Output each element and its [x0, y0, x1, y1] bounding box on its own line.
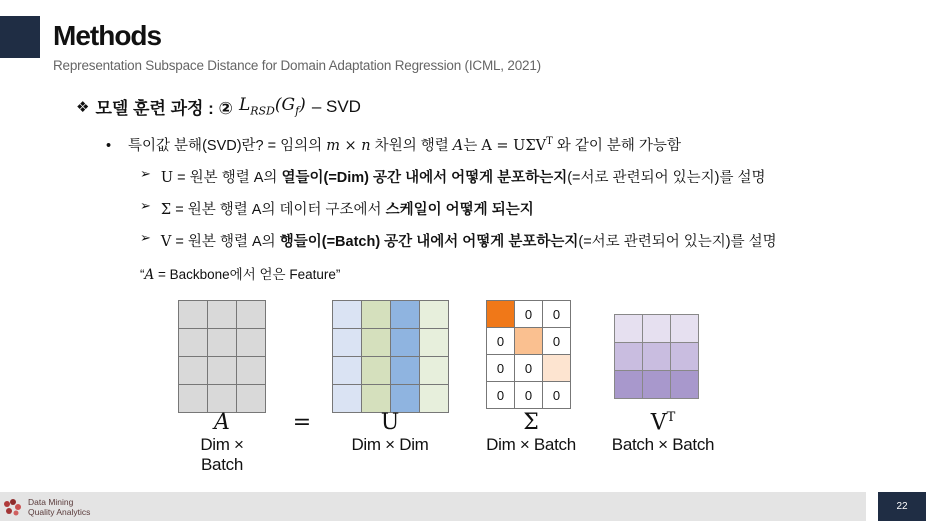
matrix-sigma-cell: 0	[487, 328, 514, 354]
matrix-u-cell	[362, 385, 390, 412]
matrix-vt-grid	[614, 314, 699, 399]
matrix-u-cell	[391, 329, 419, 356]
matrix-a-cell	[237, 385, 265, 412]
arrow-bullet-icon: ➢	[140, 166, 151, 181]
matrix-vt-cell	[671, 343, 698, 370]
arrow-item-u: ➢ U = 원본 행렬 A의 열들이(=Dim) 공간 내에서 어떻게 분포하는지(=서로 관련되어 있는지)를 설명	[140, 166, 766, 186]
matrix-a-cell	[208, 301, 236, 328]
matrix-u-cell	[333, 357, 361, 384]
slide-subtitle: Representation Subspace Distance for Domain Adaptation Regression (ICML, 2021)	[53, 58, 541, 73]
matrix-a-cell	[237, 357, 265, 384]
matrix-a-cell	[208, 357, 236, 384]
slide-title: Methods	[53, 20, 162, 51]
matrix-sigma-cell: 0	[543, 328, 570, 354]
footer-bar	[0, 492, 866, 521]
matrix-u-cell	[362, 301, 390, 328]
matrix-u-cell	[420, 329, 448, 356]
bullet-dot-icon: •	[106, 138, 112, 154]
matrix-u-label: U Dim × Dim	[351, 410, 429, 454]
matrix-u-cell	[333, 301, 361, 328]
matrix-sigma-cell: 0	[515, 355, 542, 381]
matrix-u-cell	[391, 357, 419, 384]
diamond-bullet-icon: ❖	[76, 98, 90, 116]
section-heading	[76, 94, 361, 119]
matrix-u-cell	[391, 385, 419, 412]
arrow-bullet-icon: ➢	[140, 230, 151, 245]
matrix-u-cell	[333, 329, 361, 356]
matrix-vt-cell	[643, 315, 670, 342]
matrix-u-grid	[332, 300, 449, 413]
matrix-a-cell	[208, 329, 236, 356]
matrix-sigma-cell	[543, 355, 570, 381]
matrix-a-cell	[208, 385, 236, 412]
matrix-sigma-cell: 0	[515, 301, 542, 327]
matrix-a-cell	[179, 301, 207, 328]
matrix-a-cell	[179, 357, 207, 384]
matrix-a-cell	[179, 329, 207, 356]
section-formula: $L_{RSD}(G_f)$	[238, 95, 306, 118]
page-number: 22	[878, 492, 926, 521]
corner-accent-block	[0, 16, 40, 58]
matrix-a-cell	[237, 301, 265, 328]
matrix-a-cell	[179, 385, 207, 412]
matrix-a-grid	[178, 300, 266, 413]
matrix-sigma-cell: 0	[543, 301, 570, 327]
equals-sign: =	[292, 410, 312, 435]
matrix-u-cell	[420, 357, 448, 384]
matrix-u-cell	[362, 329, 390, 356]
matrix-u-cell	[420, 385, 448, 412]
matrix-sigma-cell: 0	[543, 382, 570, 408]
section-suffix: – SVD	[311, 96, 361, 116]
svd-definition-bullet: • 특이값 분해(SVD)란? = 임의의 m × n 차원의 행렬 A는 $A = U\Sigma V^T$ 와 같이 분해 가능함	[106, 136, 681, 154]
matrix-sigma-cell: 0	[487, 355, 514, 381]
matrix-u-cell	[362, 357, 390, 384]
matrix-a-cell	[237, 329, 265, 356]
matrix-vt-cell	[615, 371, 642, 398]
matrix-sigma-cell: 0	[515, 382, 542, 408]
section-label: 모델 훈련 과정 : ②	[95, 99, 233, 118]
matrix-u-cell	[420, 301, 448, 328]
matrix-u-cell	[333, 385, 361, 412]
matrix-vt-label: $V^T$ Batch × Batch	[611, 410, 715, 455]
matrix-vt-cell	[643, 343, 670, 370]
arrow-bullet-icon: ➢	[140, 198, 151, 213]
matrix-sigma-cell	[487, 301, 514, 327]
matrix-u-cell	[391, 301, 419, 328]
matrix-vt-cell	[615, 343, 642, 370]
matrix-sigma-label: Σ Dim × Batch	[486, 410, 576, 454]
matrix-vt-cell	[671, 315, 698, 342]
matrix-sigma-grid	[486, 300, 571, 409]
data-mining-logo-icon	[2, 498, 24, 516]
matrix-vt-cell	[643, 371, 670, 398]
matrix-vt-cell	[671, 371, 698, 398]
matrix-vt-cell	[615, 315, 642, 342]
matrix-sigma-cell: 0	[487, 382, 514, 408]
feature-note: “A = Backbone에서 얻은 Feature”	[140, 267, 341, 283]
matrix-a-label: A Dim × Batch	[200, 410, 244, 474]
arrow-item-sigma: ➢ Σ = 원본 행렬 A의 데이터 구조에서 스케일이 어떻게 되는지	[140, 198, 534, 218]
arrow-item-v: ➢ V = 원본 행렬 A의 행들이(=Batch) 공간 내에서 어떻게 분포하는지(=서로 관련되어 있는지)를 설명	[140, 230, 777, 250]
matrix-sigma-cell	[515, 328, 542, 354]
footer-logo: Data Mining Quality Analytics	[2, 497, 90, 517]
